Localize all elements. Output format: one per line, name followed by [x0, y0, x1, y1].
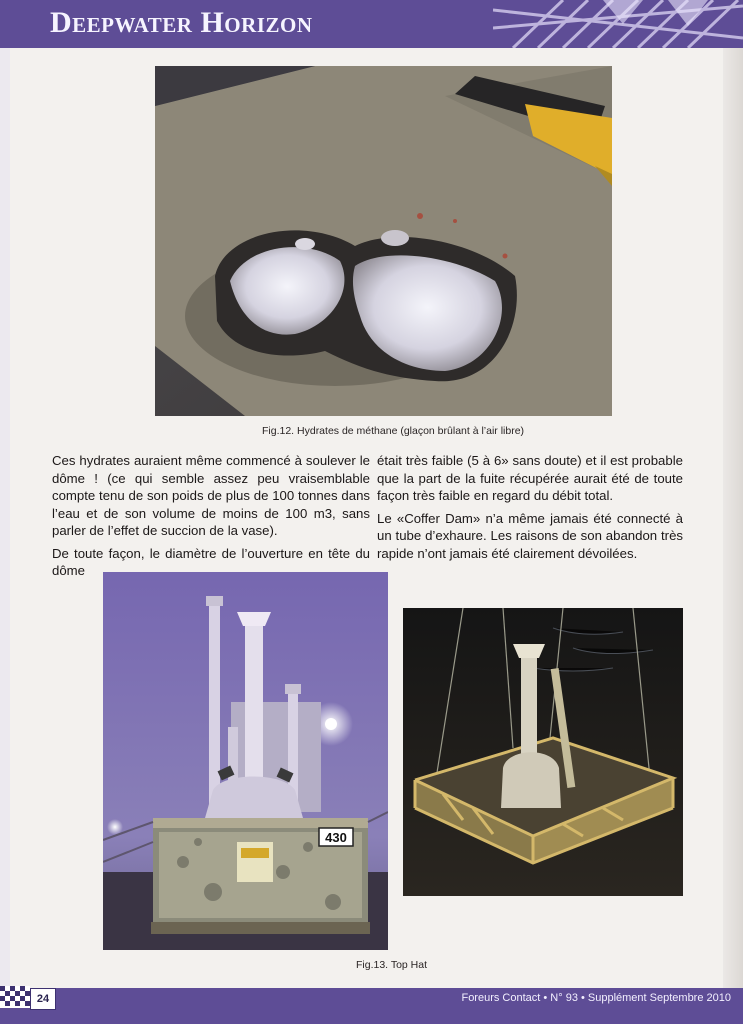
header-title: Deepwater Horizon	[50, 6, 313, 39]
body-column-right	[377, 452, 683, 567]
page-number: 24	[30, 988, 56, 1010]
figure-13-caption: Fig.13. Top Hat	[356, 959, 428, 971]
paragraph: était très faible (5 à 6» sans doute) et il est probable que la part de la fuite récupérée aurait été de toute façon très faible en regard du débit total.	[377, 453, 683, 503]
paragraph: Le «Coffer Dam» n’a même jamais été connecté à un tube d’exhaure. Les raisons de son abandon très rapide n’ont jamais été clairement dévoilées.	[377, 510, 683, 561]
top-hat-underwater-photo	[403, 608, 683, 896]
paragraph: De toute façon, le diamètre de l’ouverture en tête du dôme	[52, 545, 370, 578]
methane-hydrates-photo	[155, 66, 612, 416]
page-right-edge	[723, 48, 743, 988]
publication-info: Foreurs Contact • N° 93 • Supplément Septembre 2010	[461, 992, 731, 1004]
container-number-label: 430	[325, 830, 347, 845]
header-decoration	[493, 0, 743, 48]
page-header	[0, 0, 743, 48]
figure-12-caption: Fig.12. Hydrates de méthane (glaçon brûlant à l’air libre)	[262, 425, 525, 437]
body-column-left	[52, 452, 370, 585]
footer-checker-pattern	[0, 986, 30, 1008]
page-binding-edge	[0, 48, 10, 988]
paragraph: Ces hydrates auraient même commencé à soulever le dôme ! (ce qui semble assez peu vraisemblable compte tenu de son poids de plus de 100 tonnes dans l’eau et de son volume de moins de 100 m3, sans parler de l’effet de succion de la vase).	[52, 453, 370, 538]
top-hat-dock-photo	[103, 572, 388, 950]
